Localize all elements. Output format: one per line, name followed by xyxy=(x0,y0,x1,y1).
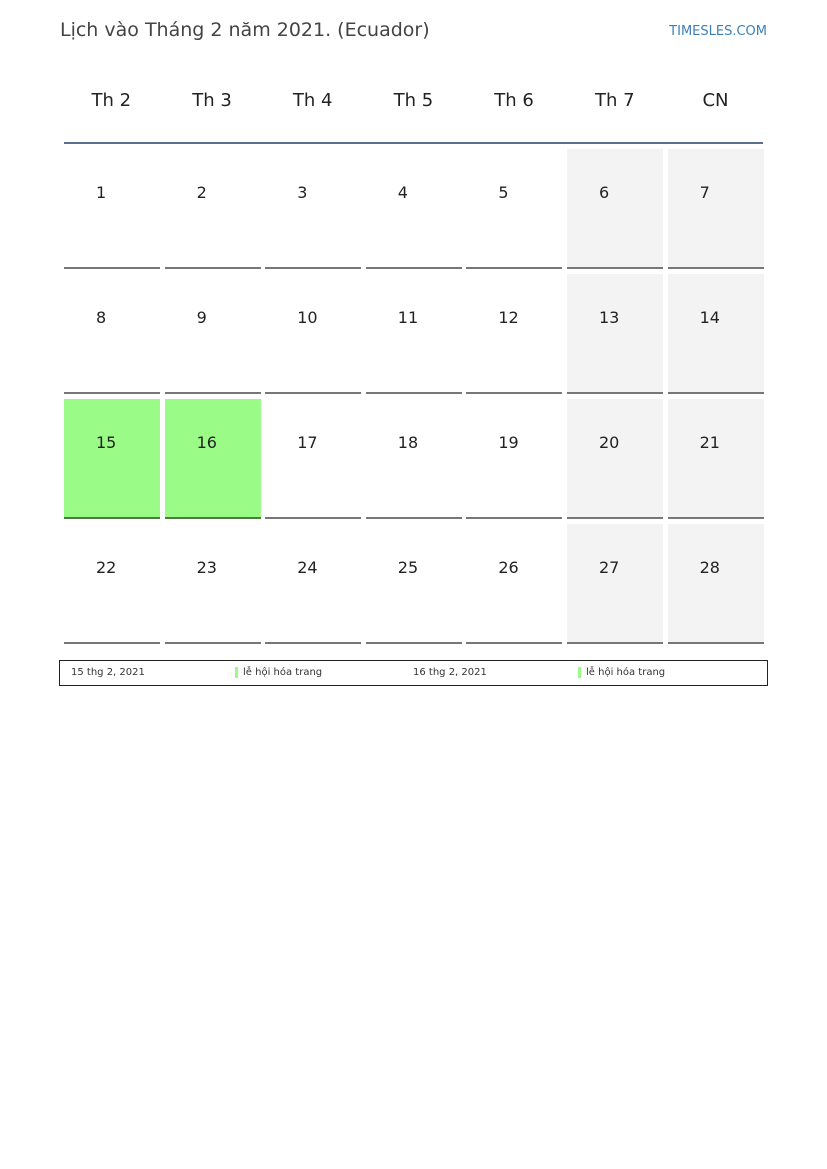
day-number: 10 xyxy=(297,308,318,327)
weekday-fri: Th 6 xyxy=(494,90,534,111)
weekday-header xyxy=(61,90,766,120)
day-number: 22 xyxy=(96,558,117,577)
page-title: Lịch vào Tháng 2 năm 2021. (Ecuador) xyxy=(60,19,430,41)
day-cell[interactable] xyxy=(466,524,562,644)
day-cell[interactable] xyxy=(64,274,160,394)
legend-holiday-name: lễ hội hóa trang xyxy=(586,667,666,678)
day-cell[interactable] xyxy=(64,524,160,644)
week-row xyxy=(64,149,764,274)
weekday-tue: Th 3 xyxy=(192,90,232,111)
day-number: 14 xyxy=(699,308,720,327)
day-cell[interactable] xyxy=(668,149,764,269)
day-number: 18 xyxy=(397,433,419,452)
day-number: 1 xyxy=(96,183,107,202)
day-number: 23 xyxy=(196,558,217,577)
day-cell[interactable] xyxy=(265,524,361,644)
day-number: 11 xyxy=(397,308,419,327)
day-cell[interactable] xyxy=(165,274,261,394)
week-row xyxy=(64,274,764,399)
day-number: 9 xyxy=(196,308,207,327)
day-cell[interactable] xyxy=(265,274,361,394)
day-number: 6 xyxy=(598,183,610,202)
week-row xyxy=(64,524,764,649)
day-number: 24 xyxy=(297,558,318,577)
day-cell[interactable] xyxy=(466,399,562,519)
day-number: 2 xyxy=(196,183,207,202)
day-cell[interactable] xyxy=(64,149,160,269)
day-cell[interactable] xyxy=(466,274,562,394)
day-number: 16 xyxy=(196,433,217,452)
day-number: 3 xyxy=(297,183,308,202)
day-cell-holiday[interactable] xyxy=(64,399,160,519)
holiday-legend xyxy=(59,660,768,686)
day-cell[interactable] xyxy=(366,149,462,269)
day-cell[interactable] xyxy=(567,399,663,519)
day-cell[interactable] xyxy=(567,274,663,394)
legend-date: 16 thg 2, 2021 xyxy=(413,667,487,678)
header-divider xyxy=(64,142,763,144)
calendar-grid xyxy=(64,149,764,649)
day-cell[interactable] xyxy=(165,524,261,644)
day-number: 21 xyxy=(699,433,720,452)
day-cell[interactable] xyxy=(265,149,361,269)
day-cell[interactable] xyxy=(668,399,764,519)
day-number: 5 xyxy=(498,183,509,202)
day-cell[interactable] xyxy=(265,399,361,519)
day-number: 7 xyxy=(699,183,710,202)
day-number: 4 xyxy=(397,183,408,202)
day-number: 12 xyxy=(498,308,519,327)
day-cell[interactable] xyxy=(466,149,562,269)
day-number: 28 xyxy=(699,558,720,577)
day-number: 19 xyxy=(498,433,519,452)
day-cell[interactable] xyxy=(165,149,261,269)
weekday-thu: Th 5 xyxy=(393,90,434,111)
day-cell[interactable] xyxy=(668,524,764,644)
day-number: 26 xyxy=(498,558,519,577)
legend-date: 15 thg 2, 2021 xyxy=(71,667,145,678)
day-number: 27 xyxy=(598,558,620,577)
day-number: 17 xyxy=(297,433,318,452)
day-cell[interactable] xyxy=(567,524,663,644)
week-row xyxy=(64,399,764,524)
legend-holiday-name: lễ hội hóa trang xyxy=(243,667,323,678)
day-cell[interactable] xyxy=(366,399,462,519)
day-cell[interactable] xyxy=(366,524,462,644)
day-cell[interactable] xyxy=(567,149,663,269)
legend-color-marker xyxy=(578,667,581,678)
weekday-wed: Th 4 xyxy=(292,90,333,111)
weekday-mon: Th 2 xyxy=(91,90,132,111)
day-cell[interactable] xyxy=(668,274,764,394)
brand-link[interactable]: TIMESLES.COM xyxy=(669,24,767,39)
day-number: 20 xyxy=(598,433,620,452)
day-number: 8 xyxy=(96,308,107,327)
day-number: 25 xyxy=(397,558,419,577)
day-number: 13 xyxy=(598,308,620,327)
weekday-sat: Th 7 xyxy=(594,90,635,111)
legend-color-marker xyxy=(235,667,238,678)
day-cell[interactable] xyxy=(366,274,462,394)
weekday-sun: CN xyxy=(702,90,729,111)
day-cell-holiday[interactable] xyxy=(165,399,261,519)
day-number: 15 xyxy=(96,433,117,452)
